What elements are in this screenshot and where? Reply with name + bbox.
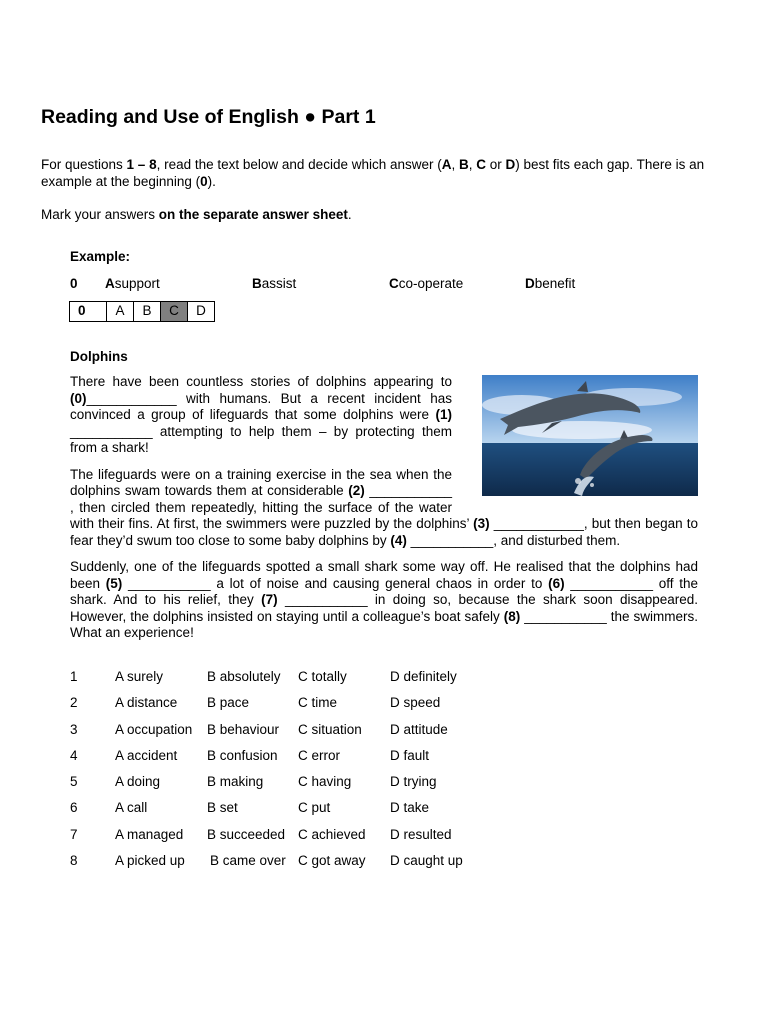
example-answer-grid [69, 301, 215, 322]
story-title: Dolphins [70, 349, 128, 364]
option-c: C totally [298, 669, 347, 684]
list-item [70, 695, 490, 721]
example-option-a: A support [105, 276, 160, 291]
option-a: A managed [115, 826, 184, 842]
option-c: C time [298, 695, 338, 711]
option-b: B confusion [207, 747, 278, 763]
option-d: D take [390, 800, 430, 816]
option-d: D resulted [390, 826, 452, 842]
option-c: C error [298, 747, 341, 763]
option-c: C achieved [298, 826, 366, 842]
option-c: C put [298, 800, 331, 816]
example-option-b: B assist [252, 276, 297, 291]
option-c: C having [298, 774, 352, 790]
option-b: B making [207, 774, 264, 790]
story-paragraph-3: Suddenly, one of the lifeguards spotted a small shark some way off. He realised that the dolphins had been (5) ___________ a lot of noise and causing general chaos in order to (6) ___________ off the shark. And to his relief, they (7) ___________ in doing so, because the shark soon disappeared. However, the dolphins insisted on staying until a colleague’s boat safely (8) ___________ the swimmers. What an experience! [70, 559, 699, 640]
option-a: A surely [115, 669, 164, 684]
question-number: 8 [70, 853, 78, 869]
question-number: 5 [70, 774, 78, 790]
story-text [70, 374, 698, 652]
option-b: B came over [210, 853, 286, 869]
answer-options-list [70, 669, 490, 879]
example-option-d: D benefit [525, 276, 576, 291]
option-c: C situation [298, 721, 362, 737]
option-d: D caught up [390, 853, 463, 869]
page-title: Reading and Use of English ● Part 1 [41, 106, 376, 128]
example-option-c: C co-operate [389, 276, 464, 291]
option-b: B absolutely [207, 669, 281, 684]
example-row [70, 276, 670, 293]
option-a: A accident [115, 747, 178, 763]
list-item [70, 774, 490, 800]
option-a: A call [115, 800, 148, 816]
grid-cell-c-selected: C [160, 302, 187, 321]
question-number: 4 [70, 747, 78, 763]
grid-cell-number: 0 [78, 303, 86, 318]
list-item [70, 800, 490, 826]
story-paragraph-2: The lifeguards were on a training exercise in the sea when the dolphins swam towards them at considerable (2) ___________ , then circled them repeatedly, hitting the surface of the water with their fins. At first, the swimmers were puzzled by the dolphins’ (3) ____________, but then began to fear they’d swum too close to some baby dolphins by (4) ___________, and disturbed them. [70, 466, 698, 548]
option-b: B behaviour [207, 721, 280, 737]
question-number: 3 [70, 721, 78, 737]
list-item [70, 827, 490, 853]
list-item [70, 853, 490, 879]
list-item [70, 669, 490, 695]
story-paragraph-1: There have been countless stories of dolphins appearing to (0)____________ with humans. But a recent incident has convinced a group of lifeguards that some dolphins were (1) ___________ attempting to help them – by protecting them from a shark! [70, 374, 452, 455]
option-b: B set [207, 800, 238, 816]
example-number: 0 [70, 276, 78, 291]
instructions: For questions 1 – 8, read the text below and decide which answer (A, B, C or D) best fits each gap. There is an example at the beginning (0). [41, 157, 705, 189]
option-d: D attitude [390, 721, 448, 737]
list-item [70, 748, 490, 774]
question-number: 7 [70, 826, 78, 842]
grid-cell-a: A [106, 302, 133, 321]
question-number: 1 [70, 669, 78, 684]
option-a: A doing [115, 774, 161, 790]
dolphins-image [482, 375, 698, 496]
option-a: A picked up [115, 853, 185, 869]
grid-cell-d: D [187, 302, 214, 321]
option-a: A distance [115, 695, 178, 711]
option-d: D speed [390, 695, 441, 711]
option-b: B succeeded [207, 826, 286, 842]
option-c: C got away [298, 853, 366, 869]
option-d: D definitely [390, 669, 457, 684]
question-number: 6 [70, 800, 78, 816]
option-d: D fault [390, 747, 430, 763]
grid-cell-b: B [133, 302, 160, 321]
option-a: A occupation [115, 721, 193, 737]
answer-sheet-note: Mark your answers on the separate answer sheet. [41, 207, 352, 222]
list-item [70, 722, 490, 748]
question-number: 2 [70, 695, 78, 711]
example-label: Example: [70, 249, 131, 264]
dolphins-photo [482, 375, 698, 496]
option-d: D trying [390, 774, 437, 790]
option-b: B pace [207, 695, 250, 711]
